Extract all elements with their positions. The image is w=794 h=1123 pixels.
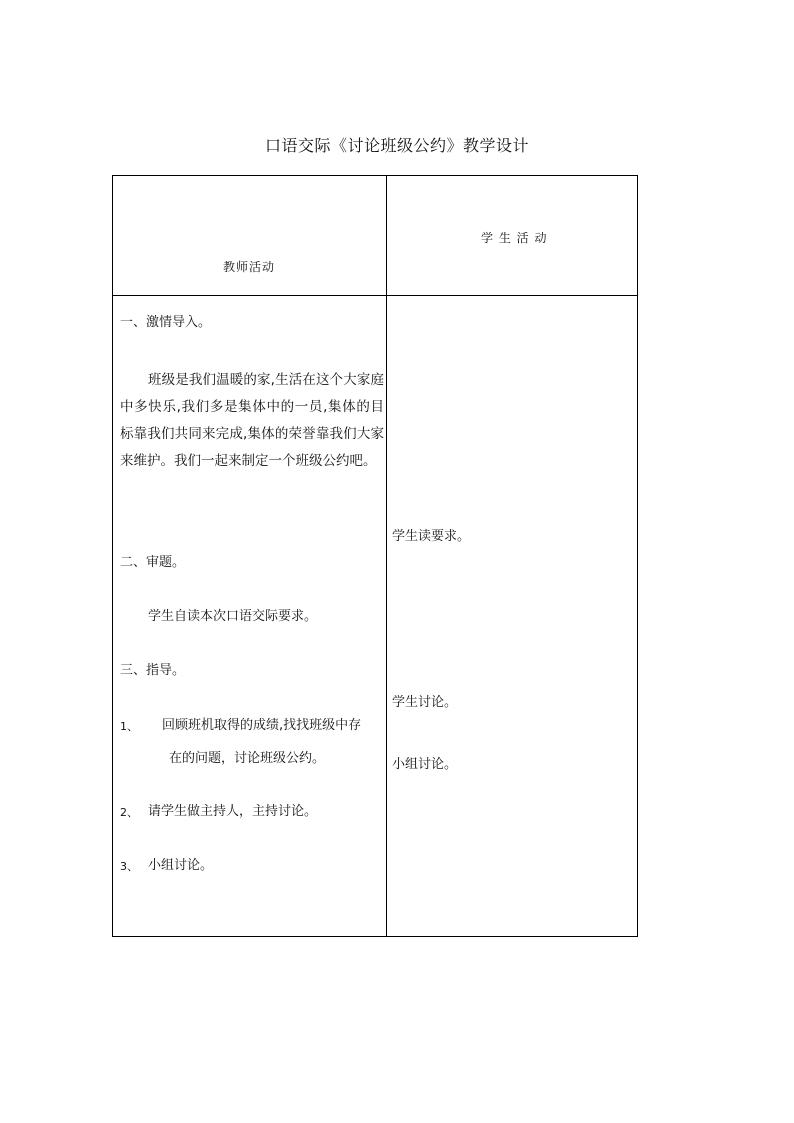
student-note-discussion: 学生讨论。	[392, 695, 458, 710]
header-student-activity: 学 生 活 动	[481, 231, 548, 245]
column-divider	[386, 176, 387, 936]
student-note-read-requirements: 学生读要求。	[392, 529, 471, 544]
list-item-1-line1: 回顾班机取得的成绩,找找班级中存	[162, 718, 362, 733]
section1-paragraph: 班级是我们温暖的家,生活在这个大家庭中多快乐,我们多是集体中的一员,集体的目标靠我们共同来完成,集体的荣誉靠我们大家来维护。我们一起来制定一个班级公约吧。	[120, 372, 384, 469]
list-item-3-number: 3、	[120, 860, 138, 873]
header-divider	[113, 295, 637, 296]
list-item-1-line2: 在的问题，讨论班级公约。	[169, 751, 326, 766]
list-item-3-text: 小组讨论。	[148, 858, 214, 873]
list-item-2-number: 2、	[120, 806, 138, 819]
header-teacher-activity: 教师活动	[223, 260, 276, 274]
document-title: 口语交际《讨论班级公约》教学设计	[264, 136, 529, 155]
lesson-plan-table	[112, 175, 638, 937]
student-note-group-discussion: 小组讨论。	[392, 757, 458, 772]
section2-paragraph: 学生自读本次口语交际要求。	[148, 609, 318, 624]
section2-heading: 二、审题。	[120, 555, 186, 570]
section1-heading: 一、激情导入。	[120, 315, 212, 330]
list-item-1-number: 1、	[120, 720, 138, 733]
section3-heading: 三、指导。	[120, 663, 186, 678]
list-item-2-text: 请学生做主持人，主持讨论。	[148, 804, 318, 819]
